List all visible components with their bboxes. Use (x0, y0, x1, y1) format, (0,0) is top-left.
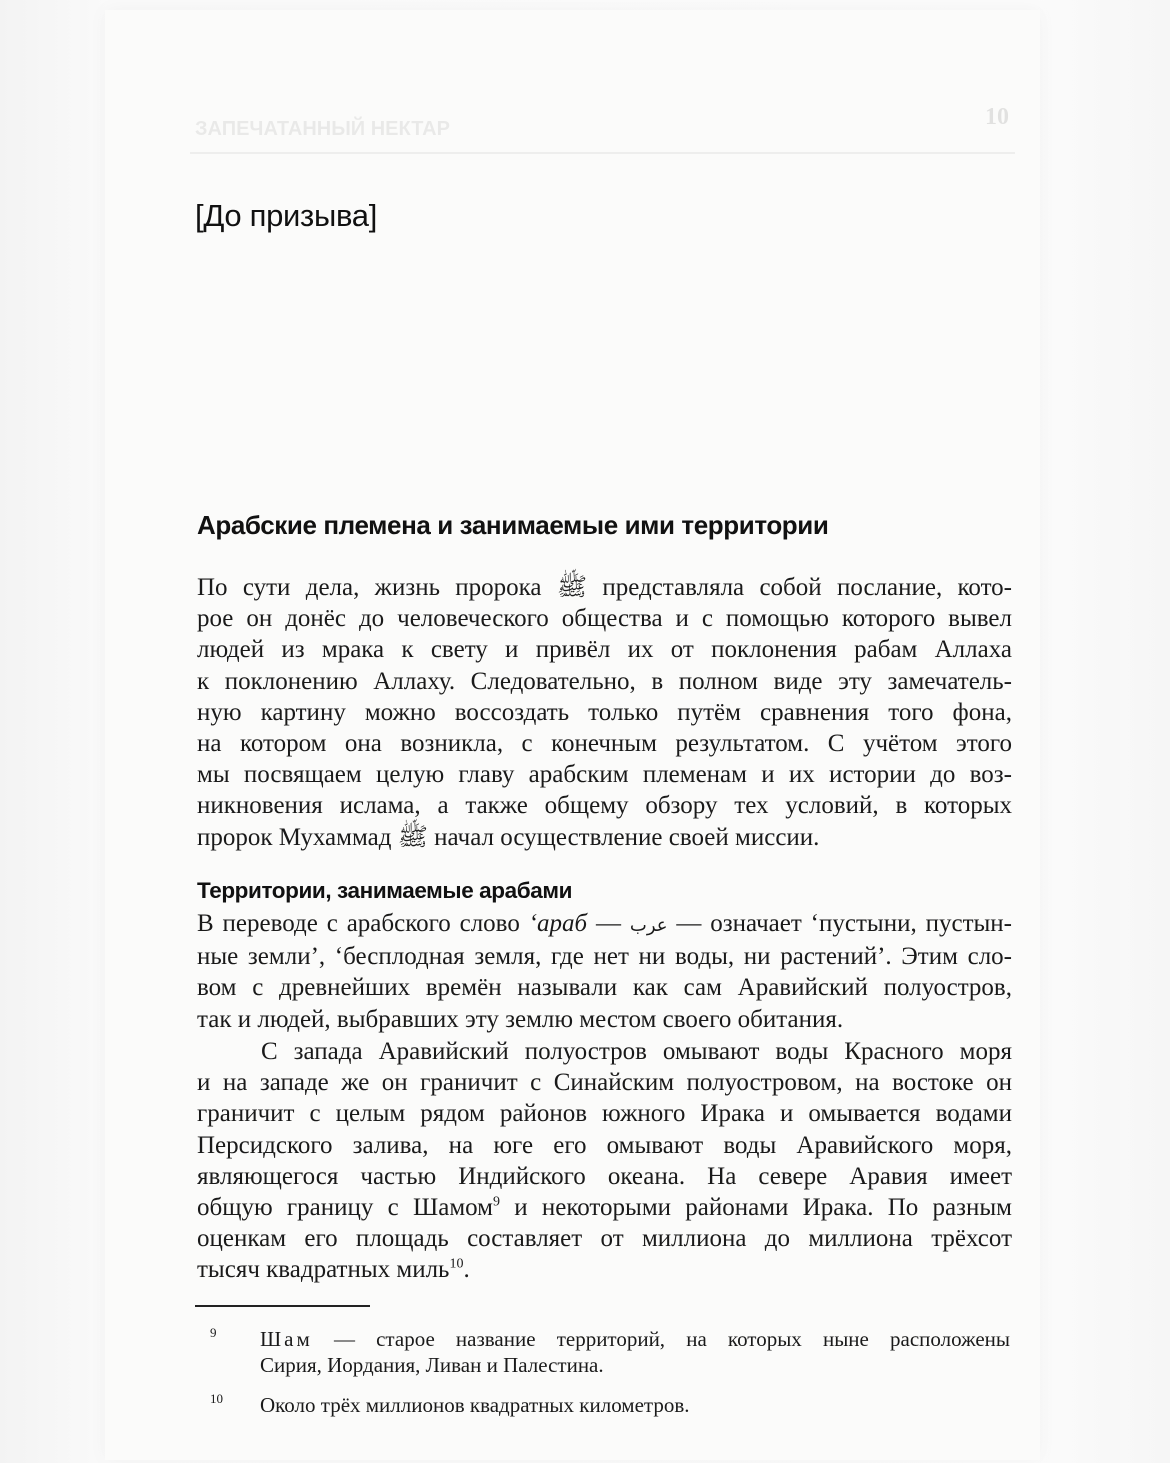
text-line: людей из мрака к свету и привёл их от поклонения рабам Аллаха (197, 636, 1012, 664)
text-line: Сирия, Иордания, Ливан и Палестина. (260, 1353, 604, 1377)
text-line: так и людей, выбравших эту землю местом своего обитания. (197, 1005, 844, 1033)
footnote-text (260, 1392, 1010, 1418)
sub-heading: Территории, занимаемые арабами (197, 878, 573, 903)
text-line (197, 908, 1012, 941)
definition-paragraph (197, 908, 1012, 1035)
intro-paragraph (197, 572, 1012, 853)
footnote-text (260, 1326, 1010, 1378)
text-line: Персидского залива, на юге его омывают воды Аравийского моря, (197, 1131, 1012, 1159)
text-line: По сути дела, жизнь пророка ﷺ представляла собой послание, кото- (197, 574, 1012, 601)
footnote-9 (210, 1326, 1010, 1378)
text-line: мы посвящаем целую главу арабским племенам и их истории до воз- (197, 761, 1012, 789)
text-line: Около трёх миллионов квадратных километров. (260, 1393, 690, 1417)
text-line: на котором она возникла, с конечным результатом. С учётом этого (197, 730, 1012, 758)
text-line: и на западе же он граничит с Синайским полуостровом, на востоке он (197, 1069, 1012, 1097)
text-line: являющегося частью Индийского океана. На севере Аравия имеет (197, 1162, 1012, 1190)
footnote-ref-9[interactable]: 9 (493, 1194, 500, 1210)
text-line: граничит с целым рядом районов южного Ирака и омывается водами (197, 1100, 1012, 1128)
text-fragment: . (463, 1256, 470, 1284)
geography-paragraph (197, 1036, 1012, 1286)
text-line: рое он донёс до человеческого общества и с помощью которого вывел (197, 605, 1012, 633)
footnote-10 (210, 1392, 1010, 1418)
text-fragment: — (587, 910, 630, 937)
chapter-heading: Арабские племена и занимаемые ими территории (197, 510, 829, 540)
section-title: [До призыва] (195, 198, 378, 233)
footnote-term: Шам (260, 1327, 313, 1351)
text-line: к поклонению Аллаху. Следовательно, в полном виде эту замечатель- (197, 667, 1012, 695)
arabic-word: عرب (629, 915, 668, 936)
footnote-ref-10[interactable]: 10 (449, 1257, 464, 1273)
text-fragment: В переводе с арабского слово (197, 910, 529, 937)
text-line: ную картину можно воссоздать только путём сравнения того фона, (197, 698, 1012, 726)
text-line: вом с древнейших времён называли как сам Аравийский полуостров, (197, 974, 1012, 1002)
text-fragment: и некоторыми районами Ирака. По разным (500, 1194, 1012, 1222)
text-line (197, 1254, 1012, 1285)
bleed-through-rule (190, 152, 1015, 154)
text-fragment: общую границу с Шамом (197, 1194, 493, 1222)
bleed-through-page-number: 10 (985, 104, 1009, 130)
bleed-through-header: ЗАПЕЧАТАННЫЙ НЕКТАР (195, 118, 450, 140)
text-fragment: тысяч квадратных миль (197, 1256, 450, 1284)
transliteration: ‘араб (528, 910, 588, 937)
footnote-number: 10 (210, 1391, 223, 1406)
text-fragment: — старое название территорий, на которых ныне расположены (312, 1327, 1010, 1351)
text-line (260, 1326, 1010, 1352)
text-line: С запада Аравийский полуостров омывают воды Красного моря (261, 1038, 1012, 1065)
footnote-number: 9 (210, 1325, 217, 1340)
text-line: ные земли’, ‘бесплодная земля, где нет ни воды, ни растений’. Этим сло- (197, 943, 1012, 971)
text-line: оценкам его площадь составляет от миллиона до миллиона трёхсот (197, 1225, 1012, 1253)
text-line: пророк Мухаммад ﷺ начал осуществление своей миссии. (197, 823, 820, 851)
text-fragment: — означает ‘пустыни, пустын- (667, 910, 1012, 937)
text-line: никновения ислама, а также общему обзору тех условий, в которых (197, 792, 1012, 820)
footnote-rule (195, 1305, 370, 1307)
text-line (197, 1192, 1012, 1223)
